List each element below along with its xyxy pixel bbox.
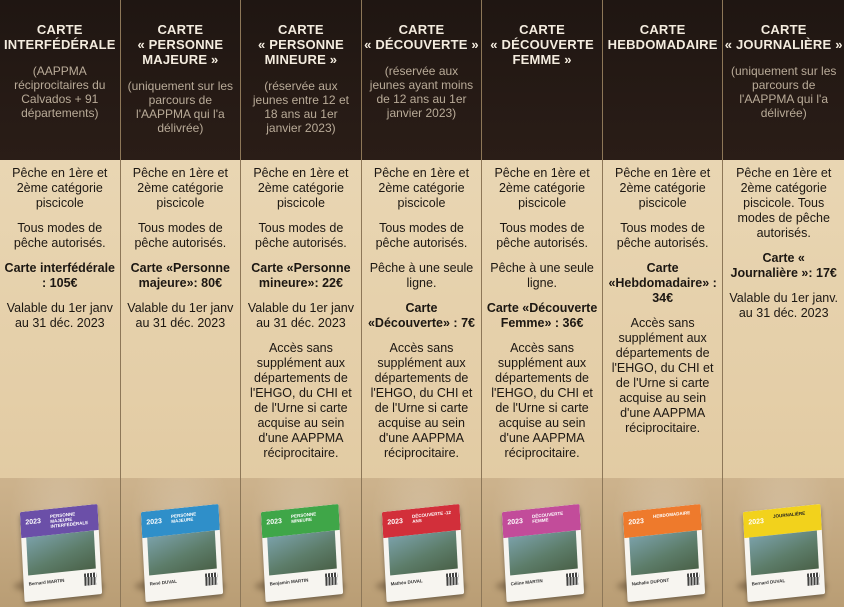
card-year: 2023 bbox=[628, 517, 644, 527]
card-title: CARTE « PERSONNE MINEURE » bbox=[258, 22, 344, 67]
card-detail-line: Tous modes de pêche autorisés. bbox=[496, 221, 588, 250]
card-photo bbox=[267, 530, 337, 575]
card-detail-line: Pêche en 1ère et 2ème catégorie piscicole bbox=[12, 166, 108, 210]
card-title: CARTE « DÉCOUVERTE FEMME » bbox=[490, 22, 594, 67]
card-details bbox=[362, 160, 482, 478]
qr-code-icon bbox=[325, 572, 338, 585]
card-subtitle: (réservée aux jeunes entre 12 et 18 ans au 1er janvier 2023) bbox=[252, 79, 349, 135]
qr-code-icon bbox=[84, 572, 97, 585]
card-subtitle: (uniquement sur les parcours de l'AAPPMA qui l'a délivrée) bbox=[731, 64, 837, 120]
card-title: CARTE HEBDOMADAIRE bbox=[607, 22, 718, 52]
card-detail-line: Pêche en 1ère et 2ème catégorie piscicole bbox=[494, 166, 590, 210]
card-detail-line: Accès sans supplément aux départements de l'EHGO, du CHI et de l'Urne si carte acquise au sein d'une AAPPMA réciprocitaire. bbox=[370, 341, 473, 460]
card-holder-name: René DUVAL bbox=[149, 578, 177, 587]
column-header bbox=[121, 0, 241, 160]
fishing-card-image bbox=[261, 504, 343, 602]
card-detail-line: Tous modes de pêche autorisés. bbox=[375, 221, 468, 250]
fishing-card-image bbox=[20, 504, 102, 602]
card-details bbox=[241, 160, 361, 478]
card-column bbox=[603, 0, 724, 607]
card-subtitle: (AAPPMA réciprocitaires du Calvados + 91 départements) bbox=[14, 64, 106, 120]
card-column bbox=[0, 0, 121, 607]
card-detail-line: Pêche à une seule ligne. bbox=[369, 261, 474, 290]
card-photo bbox=[750, 530, 820, 575]
card-type-label: PERSONNE MAJEURE INTERFÉDÉRALE bbox=[49, 511, 89, 529]
card-detail-line: Valable du 1er janv au 31 déc. 2023 bbox=[6, 301, 113, 330]
card-holder-name: Nathalie DUPONT bbox=[631, 577, 670, 587]
card-detail-line: Tous modes de pêche autorisés. bbox=[134, 221, 227, 250]
card-detail-line: Valable du 1er janv. au 31 déc. 2023 bbox=[729, 291, 839, 320]
card-title: CARTE « DÉCOUVERTE » bbox=[364, 22, 479, 52]
fishing-card-image bbox=[743, 504, 825, 602]
column-header bbox=[241, 0, 361, 160]
card-price: Carte «Personne mineure»: 22€ bbox=[251, 261, 351, 290]
card-preview-area bbox=[362, 478, 482, 607]
qr-code-icon bbox=[566, 572, 579, 585]
card-holder-name: Bernard MARTIN bbox=[28, 577, 65, 587]
card-title: CARTE INTERFÉDÉRALE bbox=[3, 22, 116, 52]
card-preview-area bbox=[241, 478, 361, 607]
column-header bbox=[482, 0, 602, 160]
card-year: 2023 bbox=[748, 517, 765, 527]
card-column bbox=[482, 0, 603, 607]
card-column bbox=[362, 0, 483, 607]
card-detail-line: Pêche à une seule ligne. bbox=[490, 261, 594, 290]
card-year: 2023 bbox=[25, 517, 42, 527]
qr-code-icon bbox=[687, 572, 700, 585]
card-photo bbox=[388, 530, 458, 575]
card-price: Carte «Découverte Femme» : 36€ bbox=[486, 301, 598, 330]
card-detail-line: Pêche en 1ère et 2ème catégorie piscicole bbox=[373, 166, 470, 210]
column-header bbox=[362, 0, 482, 160]
fishing-card-image bbox=[623, 504, 705, 602]
card-detail-line: Tous modes de pêche autorisés. bbox=[13, 221, 106, 250]
card-price: Carte « Journalière »: 17€ bbox=[730, 251, 837, 280]
card-photo bbox=[508, 530, 578, 575]
card-price: Carte «Découverte» : 7€ bbox=[367, 301, 475, 330]
card-price: Carte «Personne majeure»: 80€ bbox=[130, 261, 231, 290]
card-detail-line: Pêche en 1ère et 2ème catégorie piscicole bbox=[615, 166, 711, 210]
card-detail-line: Accès sans supplément aux départements de l'EHGO, du CHI et de l'Urne si carte acquise au sein d'une AAPPMA réciprocitaire. bbox=[491, 341, 593, 460]
card-preview-area bbox=[121, 478, 241, 607]
card-detail-line: Valable du 1er janv au 31 déc. 2023 bbox=[127, 301, 234, 330]
card-details bbox=[482, 160, 602, 478]
card-year: 2023 bbox=[386, 517, 403, 527]
card-detail-line: Accès sans supplément aux départements de l'EHGO, du CHI et de l'Urne si carte acquise au sein d'une AAPPMA réciprocitaire. bbox=[250, 341, 352, 460]
card-details bbox=[603, 160, 723, 478]
card-preview-area bbox=[482, 478, 602, 607]
card-holder-name: Mathéo DUVAL bbox=[390, 578, 423, 587]
card-column bbox=[121, 0, 242, 607]
column-header bbox=[603, 0, 723, 160]
card-detail-line: Tous modes de pêche autorisés. bbox=[616, 221, 709, 250]
card-photo bbox=[26, 530, 96, 575]
card-subtitle: (réservée aux jeunes ayant moins de 12 ans au 1er janvier 2023) bbox=[369, 64, 474, 120]
card-type-label: DÉCOUVERTE -12 ANS bbox=[411, 509, 451, 524]
card-year: 2023 bbox=[266, 517, 283, 527]
card-detail-line: Valable du 1er janv au 31 déc. 2023 bbox=[247, 301, 354, 330]
card-type-label: HEBDOMADAIRE bbox=[652, 510, 691, 519]
card-subtitle: (uniquement sur les parcours de l'AAPPMA qui l'a délivrée) bbox=[127, 79, 234, 135]
card-photo bbox=[147, 530, 217, 575]
card-column bbox=[723, 0, 844, 607]
card-detail-line: Pêche en 1ère et 2ème catégorie piscicole bbox=[132, 166, 228, 210]
card-details bbox=[723, 160, 844, 478]
card-preview-area bbox=[603, 478, 723, 607]
card-detail-line: Pêche en 1ère et 2ème catégorie piscicole. Tous modes de pêche autorisés. bbox=[736, 166, 832, 240]
card-price: Carte interfédérale : 105€ bbox=[4, 261, 116, 290]
card-year: 2023 bbox=[145, 517, 162, 527]
card-details bbox=[0, 160, 120, 478]
card-preview-area bbox=[723, 478, 844, 607]
card-photo bbox=[629, 530, 699, 575]
card-holder-name: Céline MARTIN bbox=[510, 578, 544, 587]
column-header bbox=[723, 0, 844, 160]
card-title: CARTE « JOURNALIÈRE » bbox=[724, 22, 843, 52]
fishing-card-image bbox=[502, 504, 584, 602]
card-type-label: JOURNALIÈRE bbox=[773, 510, 806, 519]
qr-code-icon bbox=[205, 572, 218, 585]
card-type-label: PERSONNE MINEURE bbox=[291, 511, 317, 524]
card-column bbox=[241, 0, 362, 607]
qr-code-icon bbox=[808, 572, 821, 585]
card-detail-line: Accès sans supplément aux départements de l'EHGO, du CHI et de l'Urne si carte acquise au sein d'une AAPPMA réciprocitaire. bbox=[611, 316, 714, 435]
card-price: Carte «Hebdomadaire» : 34€ bbox=[608, 261, 717, 305]
card-details bbox=[121, 160, 241, 478]
card-year: 2023 bbox=[507, 517, 524, 527]
qr-code-icon bbox=[446, 572, 459, 585]
card-preview-area bbox=[0, 478, 120, 607]
fishing-card-image bbox=[382, 504, 464, 602]
column-header bbox=[0, 0, 120, 160]
card-type-label: PERSONNE MAJEURE bbox=[170, 511, 196, 524]
card-holder-name: Bernard DUVAL bbox=[751, 578, 786, 587]
card-detail-line: Pêche en 1ère et 2ème catégorie piscicole bbox=[253, 166, 349, 210]
fishing-card-image bbox=[140, 504, 222, 602]
card-type-label: DÉCOUVERTE FEMME bbox=[532, 510, 564, 524]
card-holder-name: Benjamin MARTIN bbox=[269, 577, 309, 587]
card-title: CARTE « PERSONNE MAJEURE » bbox=[137, 22, 224, 67]
card-detail-line: Tous modes de pêche autorisés. bbox=[255, 221, 347, 250]
